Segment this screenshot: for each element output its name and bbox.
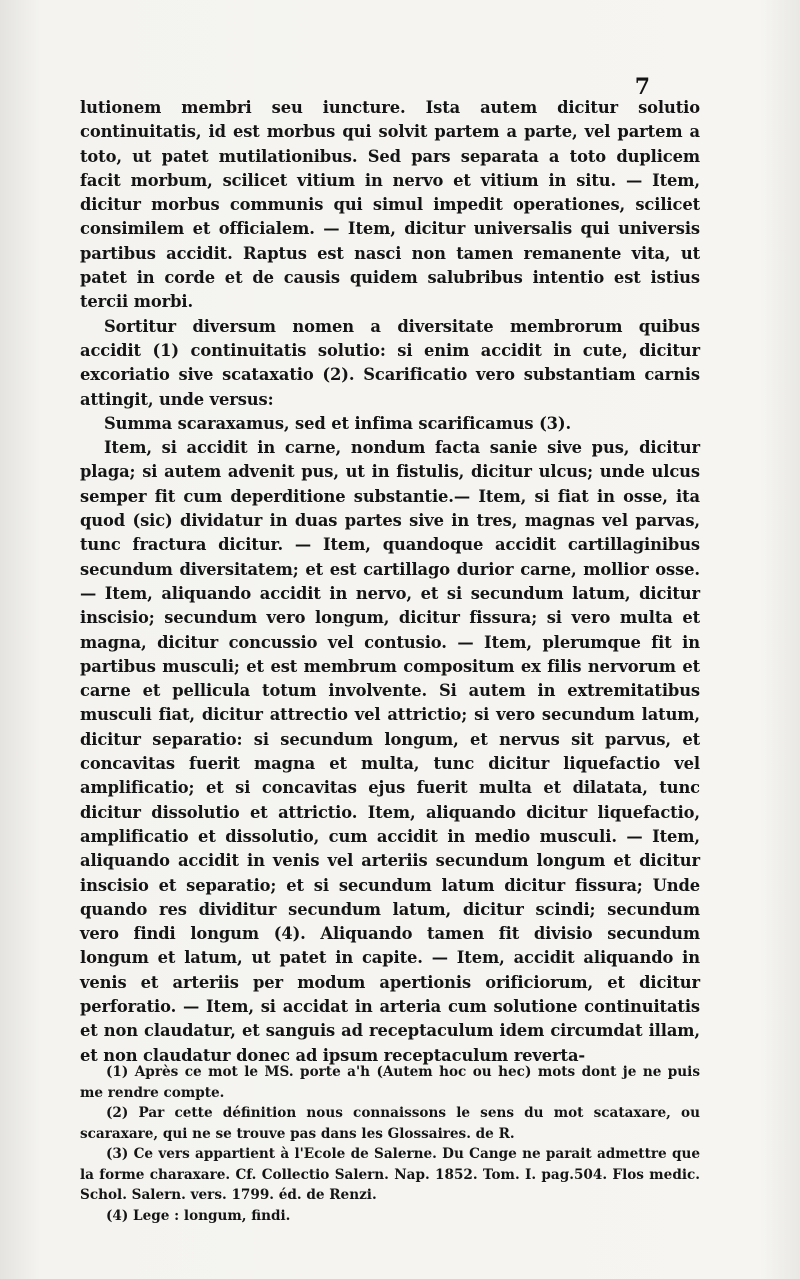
verse-line: Summa scaraxamus, sed et infima scarificamus (3). xyxy=(104,413,572,433)
paragraph: Item, si accidit in carne, nondum facta sanie sive pus, dicitur plaga; si autem advenit pus, ut in fistulis, dicitur ulcus; unde ulcus semper fit cum deperditione substantie.— Item, si fiat in osse, ita quod (sic) dividatur in duas partes sive in tres, magnas vel parvas, tunc fractura dicitur. — Item, quandoque accidit cartillaginibus secundum diversitatem; et est cartillago durior carne, mollior osse. — Item, aliquando accidit in nervo, et si secundum latum, dicitur inscisio; secundum vero longum, dicitur fissura; si vero multa et magna, dicitur concussio vel contusio. — Item, plerumque fit in partibus musculi; et est membrum compositum ex filis nervorum et carne et pellicula totum involvente. Si autem in extremitatibus musculi fiat, dicitur attrectio vel attrictio; si vero secundum latum, dicitur separatio: si secundum longum, et nervus sit parvus, et concavitas fuerit magna et multa, tunc dicitur liquefactio vel amplificatio; et si concavitas ejus fuerit multa et dilatata, tunc dicitur dissolutio et attrictio. Item, aliquando dicitur liquefactio, amplificatio et dissolutio, cum accidit in medio musculi. — Item, aliquando accidit in venis vel arteriis secundum longum et dicitur inscisio et separatio; et si secundum latum dicitur fissura; Unde quando res dividitur secundum latum, dicitur scindi; secundum vero findi longum (4). Aliquando tamen fit divisio secundum longum et latum, ut patet in capite. — Item, accidit aliquando in venis et arteriis per modum apertionis orificiorum, et dicitur perforatio. — Item, si accidat in arteria cum solutione continuitatis et non claudatur, et sanguis ad receptaculum idem circumdat illam, et non claudatur donec ad ipsum receptaculum reverta- xyxy=(80,438,700,1065)
footnote: (1) Après ce mot le MS. porte a'h (Autem hoc ou hec) mots dont je ne puis me rendre compte. xyxy=(80,1064,700,1101)
paragraph: lutionem membri seu iuncture. Ista autem dicitur solutio continuitatis, id est morbus qui solvit partem a parte, vel partem a toto, ut patet mutilationibus. Sed pars separata a toto duplicem facit morbum, scilicet vitium in nervo et vitium in situ. — Item, dicitur morbus communis qui simul impedit operationes, scilicet consimilem et officialem. — Item, dicitur universalis qui universis partibus accidit. Raptus est nasci non tamen remanente vita, ut patet in corde et de causis quidem salubribus intentio est istius tercii morbi. xyxy=(80,98,700,312)
page-number: 7 xyxy=(634,74,650,100)
main-text xyxy=(80,96,700,1068)
paragraph: Sortitur diversum nomen a diversitate membrorum quibus accidit (1) continuitatis solutio: si enim accidit in cute, dicitur excoriatio sive scataxatio (2). Scarificatio vero substantiam carnis attingit, unde versus: xyxy=(80,316,700,409)
footnote: (3) Ce vers appartient à l'Ecole de Salerne. Du Cange ne parait admettre que la forme charaxare. Cf. Collectio Salern. Nap. 1852. Tom. I. pag.504. Flos medic. Schol. Salern. vers. 1799. éd. de Renzi. xyxy=(80,1146,700,1203)
footnotes xyxy=(80,1062,700,1226)
footnote: (4) Lege : longum, findi. xyxy=(106,1207,291,1224)
footnote: (2) Par cette définition nous connaissons le sens du mot scataxare, ou scaraxare, qui ne se trouve pas dans les Glossaires. de R. xyxy=(80,1105,700,1142)
